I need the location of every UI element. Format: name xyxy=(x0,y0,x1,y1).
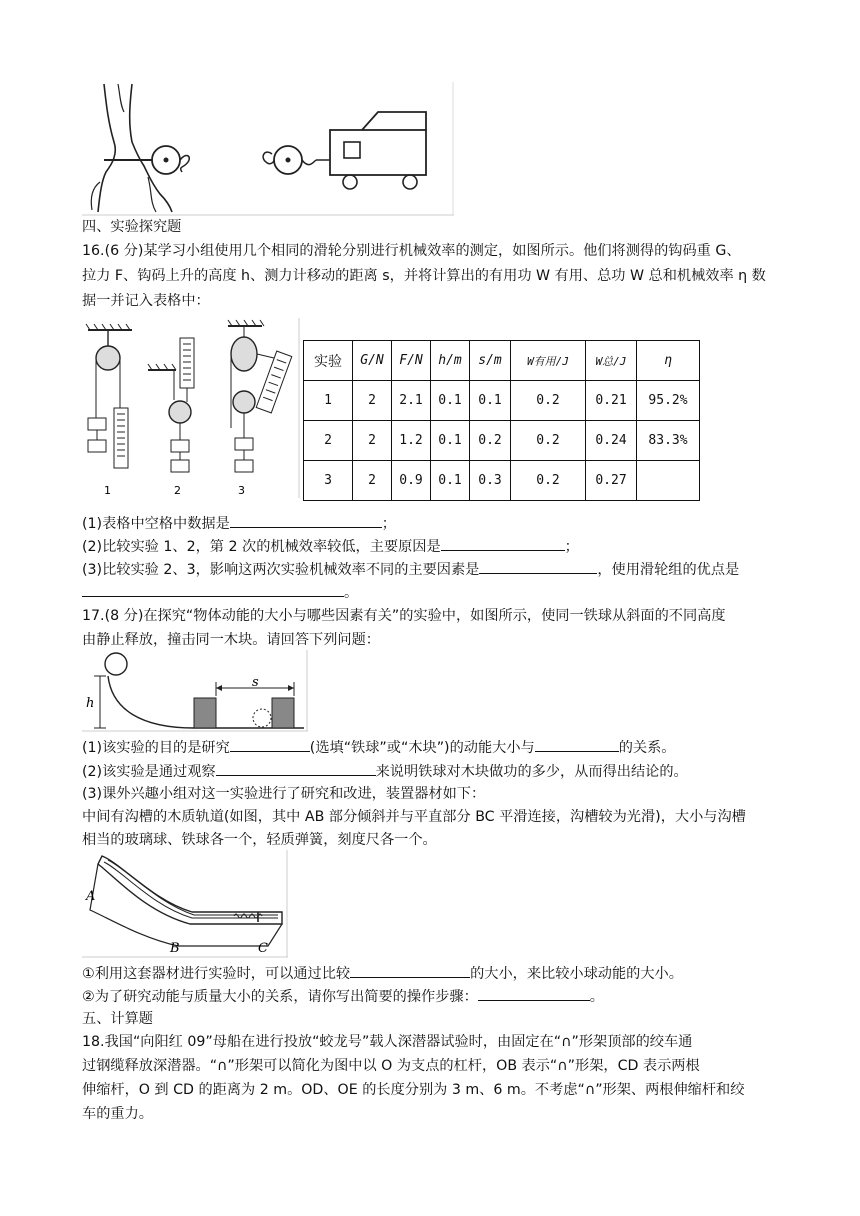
q17-part-1 xyxy=(82,737,675,758)
answer-blank[interactable] xyxy=(82,582,344,597)
table-cell: 0.24 xyxy=(586,421,637,461)
table-cell: 0.9 xyxy=(392,461,431,501)
q18-line-3: 伸缩杆，O 到 CD 的距离为 2 m。OD、OE 的长度分别为 3 m、6 m。不考虑“∩”形架、两根伸缩杆和绞 xyxy=(82,1082,745,1098)
tree-truck-figure xyxy=(82,82,454,216)
distance-label: s xyxy=(252,675,259,690)
table-header-cell: F/N xyxy=(392,341,431,381)
table-cell: 0.2 xyxy=(511,461,586,501)
table-cell: 2 xyxy=(304,421,353,461)
table-header-cell: W有用/J xyxy=(511,341,586,381)
q17-part-1-text: (1)该实验的目的是研究 xyxy=(82,740,230,756)
pulley-figure xyxy=(82,318,300,498)
q16-line-3: 据一并记入表格中： xyxy=(82,293,210,309)
answer-blank[interactable] xyxy=(230,513,382,528)
table-header-cell: W总/J xyxy=(586,341,637,381)
q17-part-2-text: (2)该实验是通过观察 xyxy=(82,764,216,780)
point-b-label: B xyxy=(170,941,180,956)
punct: 。 xyxy=(589,989,604,1005)
q16-part-3-text: (3)比较实验 2、3，影响这两次实验机械效率不同的主要因素是 xyxy=(82,562,480,578)
table-header-cell: 实验 xyxy=(304,341,353,381)
q16-part-2 xyxy=(82,536,579,557)
q16-part-1 xyxy=(82,513,396,534)
efficiency-table xyxy=(303,340,700,501)
q17-part-1-mid: (选填“铁球”或“木块”)的动能大小与 xyxy=(309,740,535,756)
height-label: h xyxy=(86,696,95,711)
q18-line-4: 车的重力。 xyxy=(82,1106,153,1122)
answer-blank[interactable] xyxy=(441,536,565,551)
section-4-heading: 四、实验探究题 xyxy=(82,219,182,235)
q17-part-2 xyxy=(82,761,688,782)
q17-circle-2-text: ②为了研究动能与质量大小的关系，请你写出简要的操作步骤： xyxy=(82,989,478,1005)
point-a-label: A xyxy=(86,889,96,904)
q16-part-3-cont xyxy=(82,582,358,603)
table-cell: 0.1 xyxy=(431,381,470,421)
table-cell-empty xyxy=(637,461,700,501)
table-cell: 0.1 xyxy=(470,381,511,421)
table-row xyxy=(304,421,700,461)
q17-part-3: (3)课外兴趣小组对这一实验进行了研究和改进，装置器材如下： xyxy=(82,786,486,802)
table-cell: 0.2 xyxy=(511,381,586,421)
answer-blank[interactable] xyxy=(216,761,376,776)
section-5-heading: 五、计算题 xyxy=(82,1011,153,1027)
q17-line-1: 17.(8 分)在探究“物体动能的大小与哪些因素有关”的实验中，如图所示，使同一铁球从斜面的不同高度 xyxy=(82,608,726,624)
table-header-cell: η xyxy=(637,341,700,381)
point-c-label: C xyxy=(258,941,268,956)
table-cell: 0.1 xyxy=(431,421,470,461)
q17-part-1-end: 的关系。 xyxy=(618,740,676,756)
q16-part-3-mid: ，使用滑轮组的优点是 xyxy=(597,562,740,578)
table-cell: 2 xyxy=(353,421,392,461)
q17-part-3-desc-2: 相当的玻璃球、铁球各一个，轻质弹簧，刻度尺各一个。 xyxy=(82,832,437,848)
q16-part-2-text: (2)比较实验 1、2，第 2 次的机械效率较低，主要原因是 xyxy=(82,539,441,555)
answer-blank[interactable] xyxy=(230,737,310,752)
q17-circle-2 xyxy=(82,986,604,1007)
table-cell: 1 xyxy=(304,381,353,421)
setup-3-label: 3 xyxy=(238,484,245,497)
table-row xyxy=(304,461,700,501)
table-cell: 0.2 xyxy=(511,421,586,461)
setup-2-label: 2 xyxy=(174,484,181,497)
answer-blank[interactable] xyxy=(479,559,597,574)
table-cell: 0.1 xyxy=(431,461,470,501)
table-row xyxy=(304,381,700,421)
q17-circle-1-end: 的大小，来比较小球动能的大小。 xyxy=(470,966,683,982)
punct: 。 xyxy=(344,585,359,601)
table-cell: 1.2 xyxy=(392,421,431,461)
table-cell: 3 xyxy=(304,461,353,501)
q17-part-2-end: 来说明铁球对木块做功的多少，从而得出结论的。 xyxy=(375,764,688,780)
table-header-cell: s/m xyxy=(470,341,511,381)
q17-line-2: 由静止释放，撞击同一木块。请回答下列问题： xyxy=(82,632,380,648)
table-header-cell: G/N xyxy=(353,341,392,381)
q18-line-2: 过钢缆释放深潜器。“∩”形架可以简化为图中以 O 为支点的杠杆，OB 表示“∩”形架，CD 表示两根 xyxy=(82,1058,700,1074)
setup-1-label: 1 xyxy=(104,484,111,497)
q16-line-2: 拉力 F、钩码上升的高度 h、测力计移动的距离 s，并将计算出的有用功 W 有用、总功 W 总和机械效率 η 数 xyxy=(82,268,766,284)
table-cell: 0.3 xyxy=(470,461,511,501)
punct: ； xyxy=(564,539,579,555)
q16-part-3 xyxy=(82,559,739,580)
table-header-row xyxy=(304,341,700,381)
ramp-figure xyxy=(82,650,308,732)
q17-part-3-desc-1: 中间有沟槽的木质轨道(如图，其中 AB 部分倾斜并与平直部分 BC 平滑连接，沟槽较为光滑)，大小与沟槽 xyxy=(82,809,746,825)
table-cell: 83.3% xyxy=(637,421,700,461)
table-cell: 2 xyxy=(353,461,392,501)
punct: ； xyxy=(381,516,396,532)
answer-blank[interactable] xyxy=(478,986,590,1001)
table-cell: 2.1 xyxy=(392,381,431,421)
q17-circle-1-text: ①利用这套器材进行实验时，可以通过比较 xyxy=(82,966,351,982)
table-cell: 95.2% xyxy=(637,381,700,421)
q16-line-1: 16.(6 分)某学习小组使用几个相同的滑轮分别进行机械效率的测定，如图所示。他们将测得的钩码重 G、 xyxy=(82,243,741,259)
answer-blank[interactable] xyxy=(535,737,619,752)
table-cell: 2 xyxy=(353,381,392,421)
table-cell: 0.2 xyxy=(470,421,511,461)
track-figure xyxy=(82,850,288,958)
answer-blank[interactable] xyxy=(350,963,470,978)
table-cell: 0.21 xyxy=(586,381,637,421)
table-header-cell: h/m xyxy=(431,341,470,381)
table-cell: 0.27 xyxy=(586,461,637,501)
q16-part-1-text: (1)表格中空格中数据是 xyxy=(82,516,230,532)
q17-circle-1 xyxy=(82,963,683,984)
q18-line-1: 18.我国“向阳红 09”母船在进行投放“蛟龙号”载人深潜器试验时，由固定在“∩”形架顶部的绞车通 xyxy=(82,1034,693,1050)
